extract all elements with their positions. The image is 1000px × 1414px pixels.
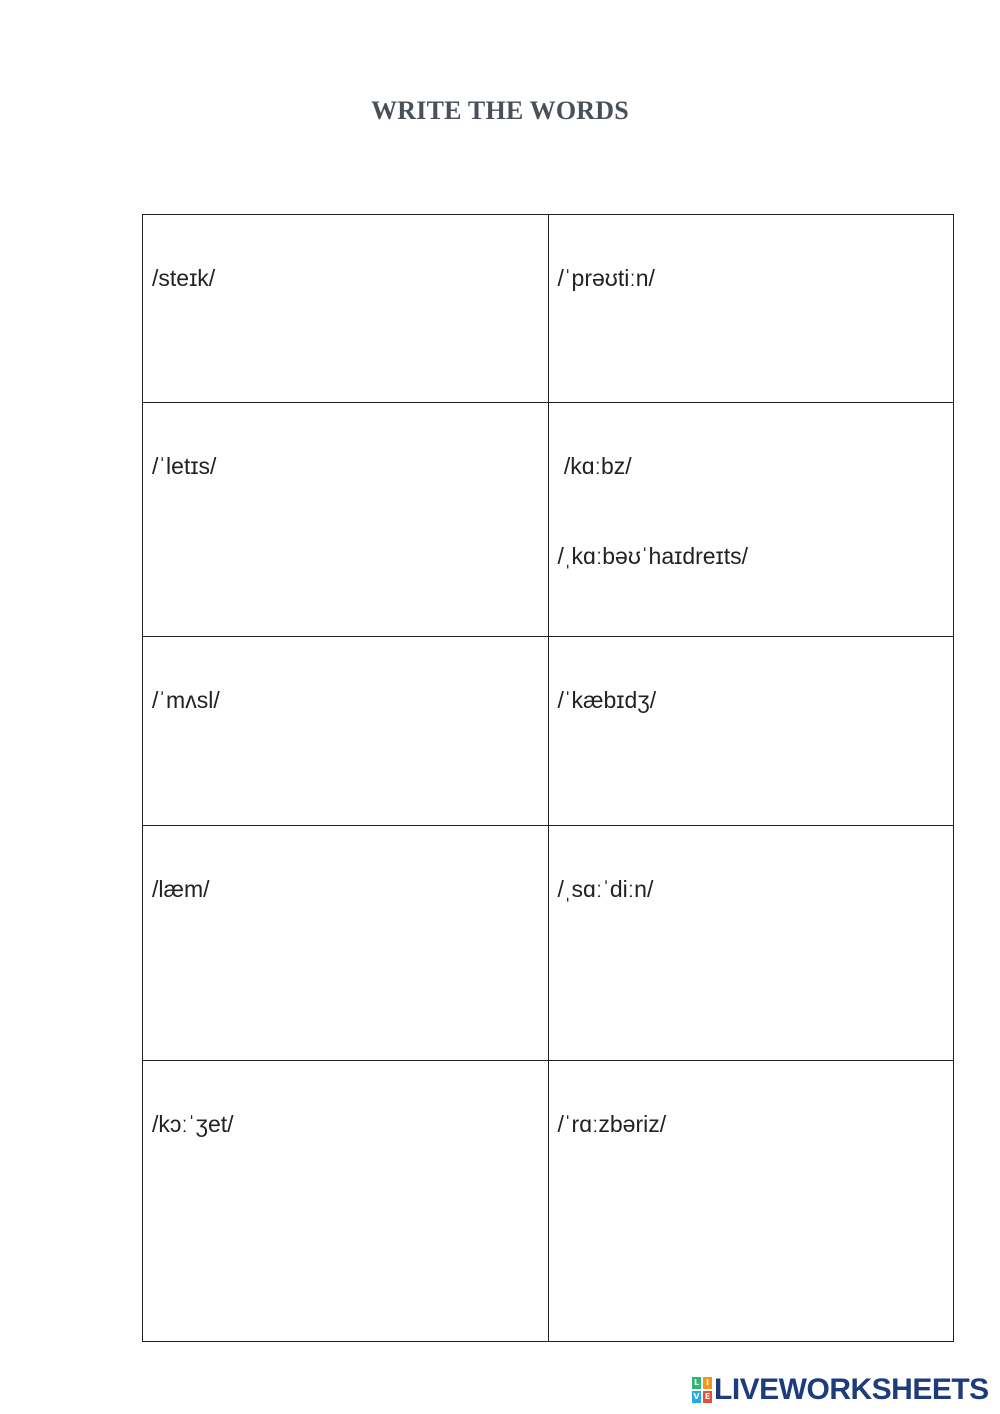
phonetic-word: /læm/ bbox=[152, 876, 210, 902]
table-cell bbox=[143, 1061, 549, 1342]
table-row bbox=[143, 403, 954, 637]
table-row bbox=[143, 826, 954, 1061]
phonetic-word: /ˈrɑːzbəriz/ bbox=[557, 1111, 667, 1137]
logo-tile: I bbox=[703, 1377, 712, 1389]
table-cell bbox=[143, 826, 549, 1061]
logo-tile: V bbox=[693, 1392, 700, 1401]
logo-tile: E bbox=[704, 1392, 711, 1401]
phonetic-word: /ˈprəʊtiːn/ bbox=[557, 265, 655, 291]
table-cell bbox=[548, 403, 954, 637]
logo-tile: L bbox=[693, 1378, 700, 1387]
phonetic-word: /ˌkɑːbəʊˈhaɪdreɪts/ bbox=[557, 543, 749, 569]
brand-footer bbox=[692, 1374, 989, 1406]
phonetic-word: /steɪk/ bbox=[152, 265, 216, 291]
page-title: WRITE THE WORDS bbox=[371, 96, 629, 125]
table-row bbox=[143, 1061, 954, 1342]
phonetic-word: /ˌsɑːˈdiːn/ bbox=[557, 876, 654, 902]
table-row bbox=[143, 637, 954, 826]
phonetic-word: /kɔːˈʒet/ bbox=[152, 1111, 234, 1137]
table-cell bbox=[548, 215, 954, 403]
table-row bbox=[143, 215, 954, 403]
table-cell bbox=[143, 637, 549, 826]
table-cell bbox=[143, 403, 549, 637]
phonetics-table bbox=[142, 214, 954, 1342]
phonetic-word: /ˈkæbɪdʒ/ bbox=[557, 687, 657, 713]
phonetic-word: /kɑːbz/ bbox=[557, 453, 632, 479]
brand-name: LIVEWORKSHEETS bbox=[714, 1373, 989, 1406]
table-cell bbox=[143, 215, 549, 403]
table-cell bbox=[548, 637, 954, 826]
phonetic-word: /ˈmʌsl/ bbox=[152, 687, 220, 713]
table-cell bbox=[548, 826, 954, 1061]
phonetic-word: /ˈletɪs/ bbox=[152, 453, 217, 479]
table-cell bbox=[548, 1061, 954, 1342]
liveworksheets-logo-icon bbox=[692, 1377, 712, 1403]
